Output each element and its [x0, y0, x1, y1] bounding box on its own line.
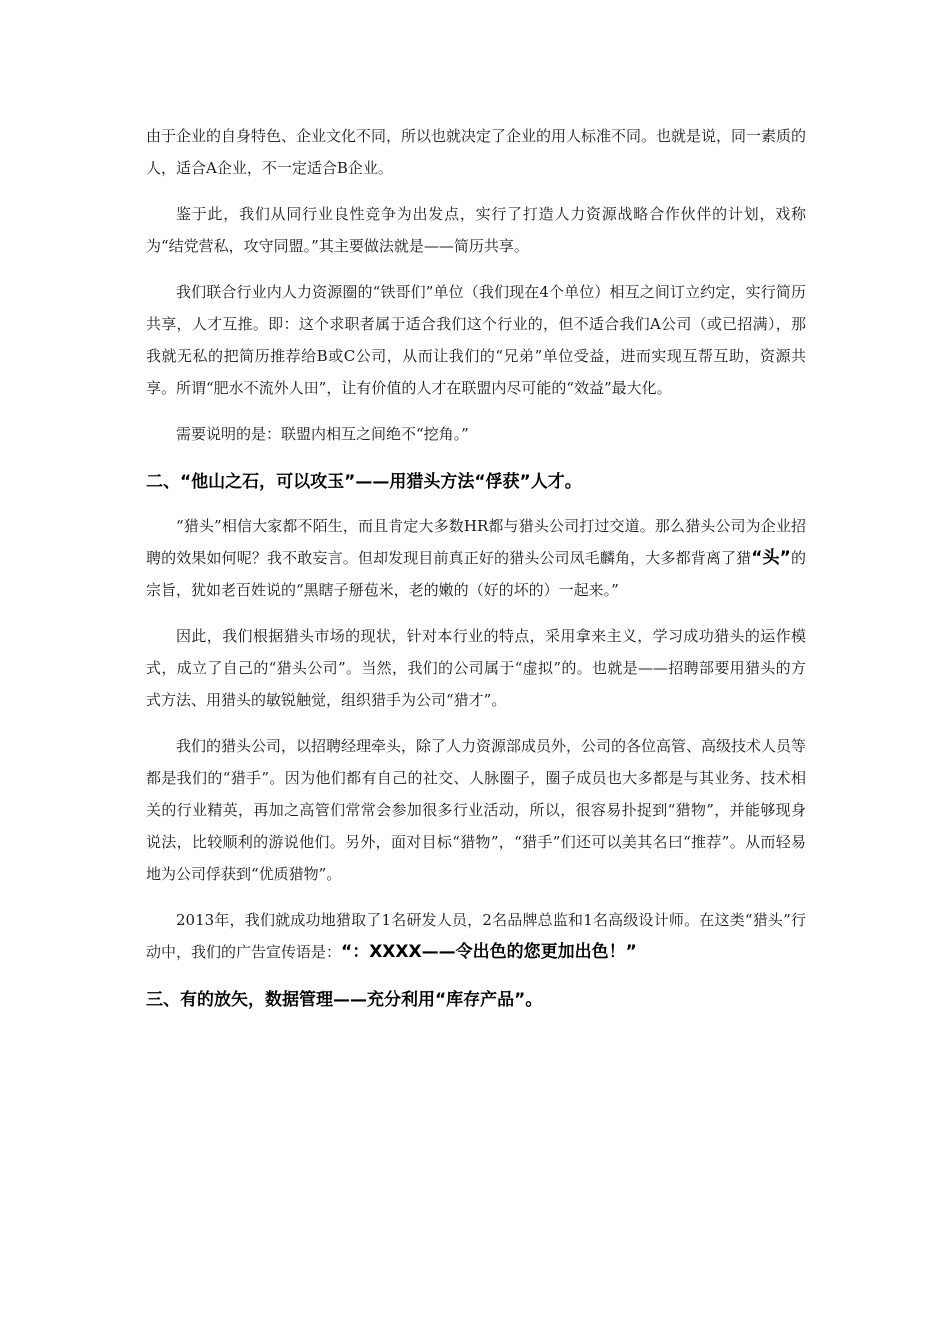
paragraph-text: 2013年，我们就成功地猎取了1名研发人员，2名品牌总监和1名高级设计师。在这类“猎头”行动中，我们的广告宣传语是： [146, 911, 806, 961]
paragraph-no-poaching: 需要说明的是：联盟内相互之间绝不“挖角。” [176, 425, 469, 443]
paragraph-text: 的宗旨，犹如老百姓说的“黑瞎子掰苞米，老的嫩的（好的坏的）一起来。” [146, 549, 806, 599]
section-heading-3: 三、有的放矢，数据管理——充分利用“库存产品”。 [146, 990, 543, 1010]
paragraph-virtual-company: 因此，我们根据猎头市场的现状，针对本行业的特点，采用拿来主义，学习成功猎头的运作模式，成立了自己的“猎头公司”。当然，我们的公司属于“虚拟”的。也就是——招聘部要用猎头的方式方法、用猎头的敏锐触觉，组织猎手为公司“猎才”。 [146, 627, 806, 709]
section-heading-2: 二、“他山之石，可以攻玉”——用猎头方法“俘获”人才。 [146, 472, 582, 492]
paragraph-hunters: 我们的猎头公司，以招聘经理牵头，除了人力资源部成员外，公司的各位高管、高级技术人员等都是我们的“猎手”。因为他们都有自己的社交、人脉圈子，圈子成员也大多都是与其业务、技术相关的行业精英，再加之高管们常常会参加很多行业活动，所以，很容易扑捉到“猎物”，并能够现身说法，比较顺利的游说他们。另外，面对目标“猎物”，“猎手”们还可以美其名曰“推荐”。从而轻易地为公司俘获到“优质猎物”。 [146, 737, 807, 883]
document-body [146, 120, 806, 1028]
paragraph-2013-results [146, 904, 806, 968]
paragraph-alliance-plan: 鉴于此，我们从同行业良性竞争为出发点，实行了打造人力资源战略合作伙伴的计划，戏称为“结党营私，攻守同盟。”其主要做法就是——简历共享。 [146, 205, 806, 255]
bold-emphasis: “头” [751, 548, 791, 568]
paragraph-headhunter-intro [146, 510, 806, 606]
paragraph-hiring-standards: 由于企业的自身特色、企业文化不同，所以也就决定了企业的用人标准不同。也就是说，同一素质的人，适合A企业，不一定适合B企业。 [146, 127, 807, 177]
paragraph-resume-sharing: 我们联合行业内人力资源圈的“铁哥们”单位（我们现在4个单位）相互之间订立约定，实行简历共享，人才互推。即：这个求职者属于适合我们这个行业的，但不适合我们A公司（或已招满），那我就无私的把简历推荐给B或C公司，从而让我们的“兄弟”单位受益，进而实现互帮互助，资源共享。所谓“肥水不流外人田”，让有价值的人才在联盟内尽可能的“效益”最大化。 [146, 283, 806, 397]
paragraph-text: “猎头”相信大家都不陌生，而且肯定大多数HR都与猎头公司打过交道。那么猎头公司为企业招聘的效果如何呢？我不敢妄言。但却发现目前真正好的猎头公司凤毛麟角，大多都背离了猎 [146, 517, 806, 567]
slogan-emphasis: “：XXXX——令出色的您更加出色！” [341, 942, 637, 962]
